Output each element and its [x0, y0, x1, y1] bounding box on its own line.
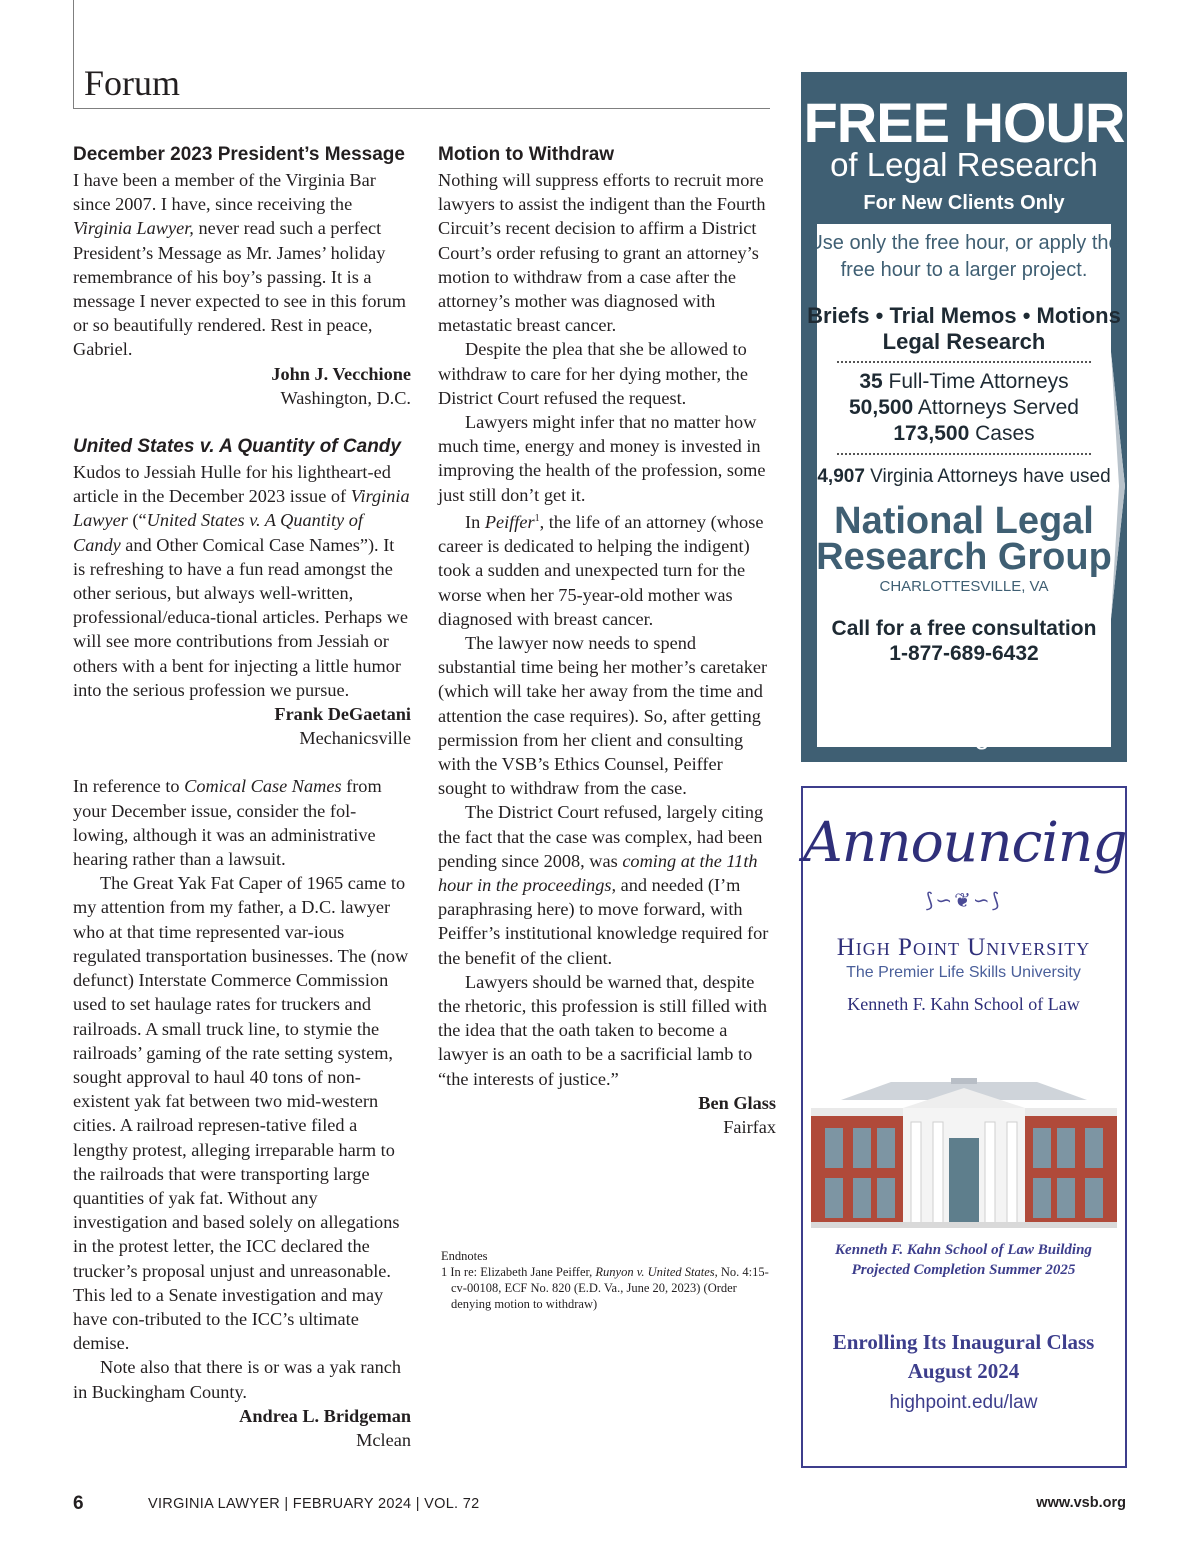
hpu-tagline: The Premier Life Skills University — [846, 964, 1081, 981]
nlrg-stat-attorneys: 35 Full-Time Attorneys — [859, 370, 1069, 393]
nlrg-dotted-divider — [837, 361, 1091, 363]
letter3-paragraph-1: In reference to Comical Case Names from your December issue, consider the fol-lowing, although it was an administrative hearing rather than a lawsuit. — [73, 776, 382, 870]
letter2-heading: United States v. A Quantity of Candy — [73, 436, 401, 458]
letter3-paragraph-2: The Great Yak Fat Caper of 1965 came to my attention from my father, a D.C. lawyer who at that time represented var-ious regulated transportation businesses. The (now defunct) Interstate Commerce Commission used to set haulage rates for truckers and railroads. A small truck line, to stymie the railroads’ gaming of the rate setting system, sought approval to haul 40 tons of non-existent yak fat between two mid-western cities. A railroad represen-tative filed a lengthy protest, alleging irreparable harm to the railroads that were transporting large quantities of yak fat. Without any investigation and based solely on allegations in the protest letter, the ICC declared the trucker’s proposal unjust and unreasonable. This led to a Senate investigation and may have con-tributed to the ICC’s ultimate demise. — [73, 873, 409, 1354]
hpu-building-caption-2: Projected Completion Summer 2025 — [851, 1262, 1076, 1278]
footer-url[interactable]: www.vsb.org — [1036, 1495, 1126, 1511]
nlrg-services-line-1: Briefs • Trial Memos • Motions — [807, 303, 1121, 328]
nlrg-stat-cases: 173,500 Cases — [893, 422, 1035, 445]
nlrg-subheadline: of Legal Research — [830, 146, 1098, 183]
letter3-signature-place: Mclean — [356, 1429, 411, 1450]
header-rule-vertical — [73, 0, 74, 108]
letter4-paragraph-3: Lawyers might infer that no matter how much time, energy and money is invested in improving the health of the profession, some just still don’t get it. — [438, 412, 766, 505]
hpu-enroll-line-2: August 2024 — [907, 1359, 1020, 1383]
letter1-body: I have been a member of the Virginia Bar since 2007. I have, since receiving the Virginia Lawyer, never read such a perfect President’s Message as Mr. James’ holiday remembrance of his boy’s passing. It is a message I never expected to see in this forum or so beautifully rendered. Rest in peace, Gabriel. — [73, 170, 407, 360]
column-left — [73, 142, 411, 1452]
letter3-paragraph-3: Note also that there is or was a yak ranch in Buckingham County. — [73, 1357, 402, 1402]
letter4-paragraph-2: Despite the plea that she be allowed to withdraw to care for her dying mother, the District Court refused the request. — [438, 339, 748, 408]
flourish-ornament-icon: ⟆∽❦∽⟆ — [925, 890, 1002, 912]
letter4-paragraph-7: Lawyers should be warned that, despite the rhetoric, this profession is still filled with the idea that the oath taken to become a lawyer is an oath to be a sacrificial lamb to “the interests of justice.” — [438, 971, 768, 1089]
letter1-heading: December 2023 President’s Message — [73, 144, 405, 165]
nlrg-company-line-1: National Legal — [834, 500, 1094, 542]
letter4-paragraph-1: Nothing will suppress efforts to recruit more lawyers to assist the indigent than the Fourth Circuit’s recent decision to affirm a District Court’s order refusing to grant an attorney’s motion to withdraw from a case after the attorney’s mother was diagnosed with metastatic breast cancer. — [438, 170, 766, 336]
letter2-signature-place: Mechanicsville — [299, 728, 411, 749]
hpu-enroll-line-1: Enrolling Its Inaugural Class — [832, 1330, 1095, 1354]
law-building-illustration — [811, 1078, 1117, 1228]
letter4-heading: Motion to Withdraw — [438, 144, 615, 165]
letter2-signature-name: Frank DeGaetani — [274, 704, 411, 725]
column-middle — [438, 142, 776, 1139]
hpu-advertisement[interactable] — [801, 786, 1127, 1468]
letter2-body: Kudos to Jessiah Hulle for his lightheart-ed article in the December 2023 issue of Virginia Lawyer (“United States v. A Quantity of Candy and Other Comical Case Names”). It is refreshing to have a fun read amongst the other serious, but always well-written, professional/educa-tional articles. Perhaps we will see more contributions from Jessiah or others with a bent for injecting a little humor into the serious profession we pursue. — [73, 462, 410, 700]
hpu-school-name: Kenneth F. Kahn School of Law — [847, 994, 1080, 1014]
endnotes — [441, 1248, 776, 1312]
letter3-signature-name: Andrea L. Bridgeman — [239, 1405, 411, 1426]
nlrg-stat-virginia: 4,907 Virginia Attorneys have used — [817, 466, 1111, 487]
nlrg-dotted-divider — [837, 453, 1091, 455]
nlrg-city: CHARLOTTESVILLE, VA — [879, 578, 1049, 595]
letter1-signature-name: John J. Vecchione — [271, 363, 411, 384]
nlrg-audience: For New Clients Only — [863, 192, 1065, 214]
letter4-signature-name: Ben Glass — [698, 1092, 776, 1113]
hpu-url[interactable]: highpoint.edu/law — [889, 1392, 1038, 1413]
footnote-marker: 1 — [534, 512, 540, 524]
letter4-paragraph-6: The District Court refused, largely citing the fact that the case was complex, had been pending since 2008, was coming at the 11th hour in the proceedings, and needed (I’m paraphrasing here) to move forward, with Peiffer’s institutional knowledge required for the benefit of the client. — [438, 802, 769, 968]
nlrg-use-line-2: free hour to a larger project. — [840, 259, 1088, 281]
letter1-signature-place: Washington, D.C. — [280, 387, 411, 408]
section-title: Forum — [84, 63, 181, 103]
page-number: 6 — [73, 1493, 84, 1514]
nlrg-call-line: Call for a free consultation — [831, 617, 1097, 640]
publication-line: VIRGINIA LAWYER | FEBRUARY 2024 | VOL. 72 — [148, 1496, 480, 1512]
nlrg-use-line-1: Use only the free hour, or apply the — [808, 232, 1120, 254]
letter4-signature-place: Fairfax — [723, 1117, 776, 1138]
letter4-paragraph-4: In Peiffer$^1$, the life of an attorney (whose career is dedicated to helping the indigent) took a sudden and unexpected turn for the worse when her 75-year-old mother was diagnosed with breast cancer. — [438, 511, 764, 629]
nlrg-email[interactable]: Ad@nlrg.com — [882, 687, 1046, 717]
nlrg-website[interactable]: www.nlrg.com — [879, 720, 1049, 750]
endnote-item: 1 In re: Elizabeth Jane Peiffer, Runyon v. United States, No. 4:15-cv-00108, ECF No. 820 (E.D. Va., June 20, 2023) (Order denying motion to withdraw) — [441, 1265, 769, 1311]
endnotes-title: Endnotes — [441, 1249, 488, 1263]
letter4-paragraph-5: The lawyer now needs to spend substantial time being her mother’s caretaker (which will take her away from the time and attention the case requires). So, after getting permission from her client and consulting with the VSB’s Ethics Counsel, Peiffer sought to withdraw from the case. — [438, 632, 768, 799]
hpu-announcing: Announcing — [803, 810, 1127, 874]
hpu-university-name: High Point University — [836, 934, 1091, 961]
nlrg-headline: FREE HOUR — [803, 91, 1125, 154]
nlrg-phone[interactable]: 1-877-689-6432 — [889, 642, 1039, 665]
nlrg-stat-served: 50,500 Attorneys Served — [849, 396, 1079, 419]
nlrg-advertisement[interactable] — [801, 72, 1127, 762]
nlrg-company-line-2: Research Group — [816, 536, 1112, 578]
hpu-building-caption-1: Kenneth F. Kahn School of Law Building — [835, 1242, 1092, 1258]
header-rule-horizontal — [73, 108, 770, 109]
nlrg-services-line-2: Legal Research — [882, 329, 1046, 354]
